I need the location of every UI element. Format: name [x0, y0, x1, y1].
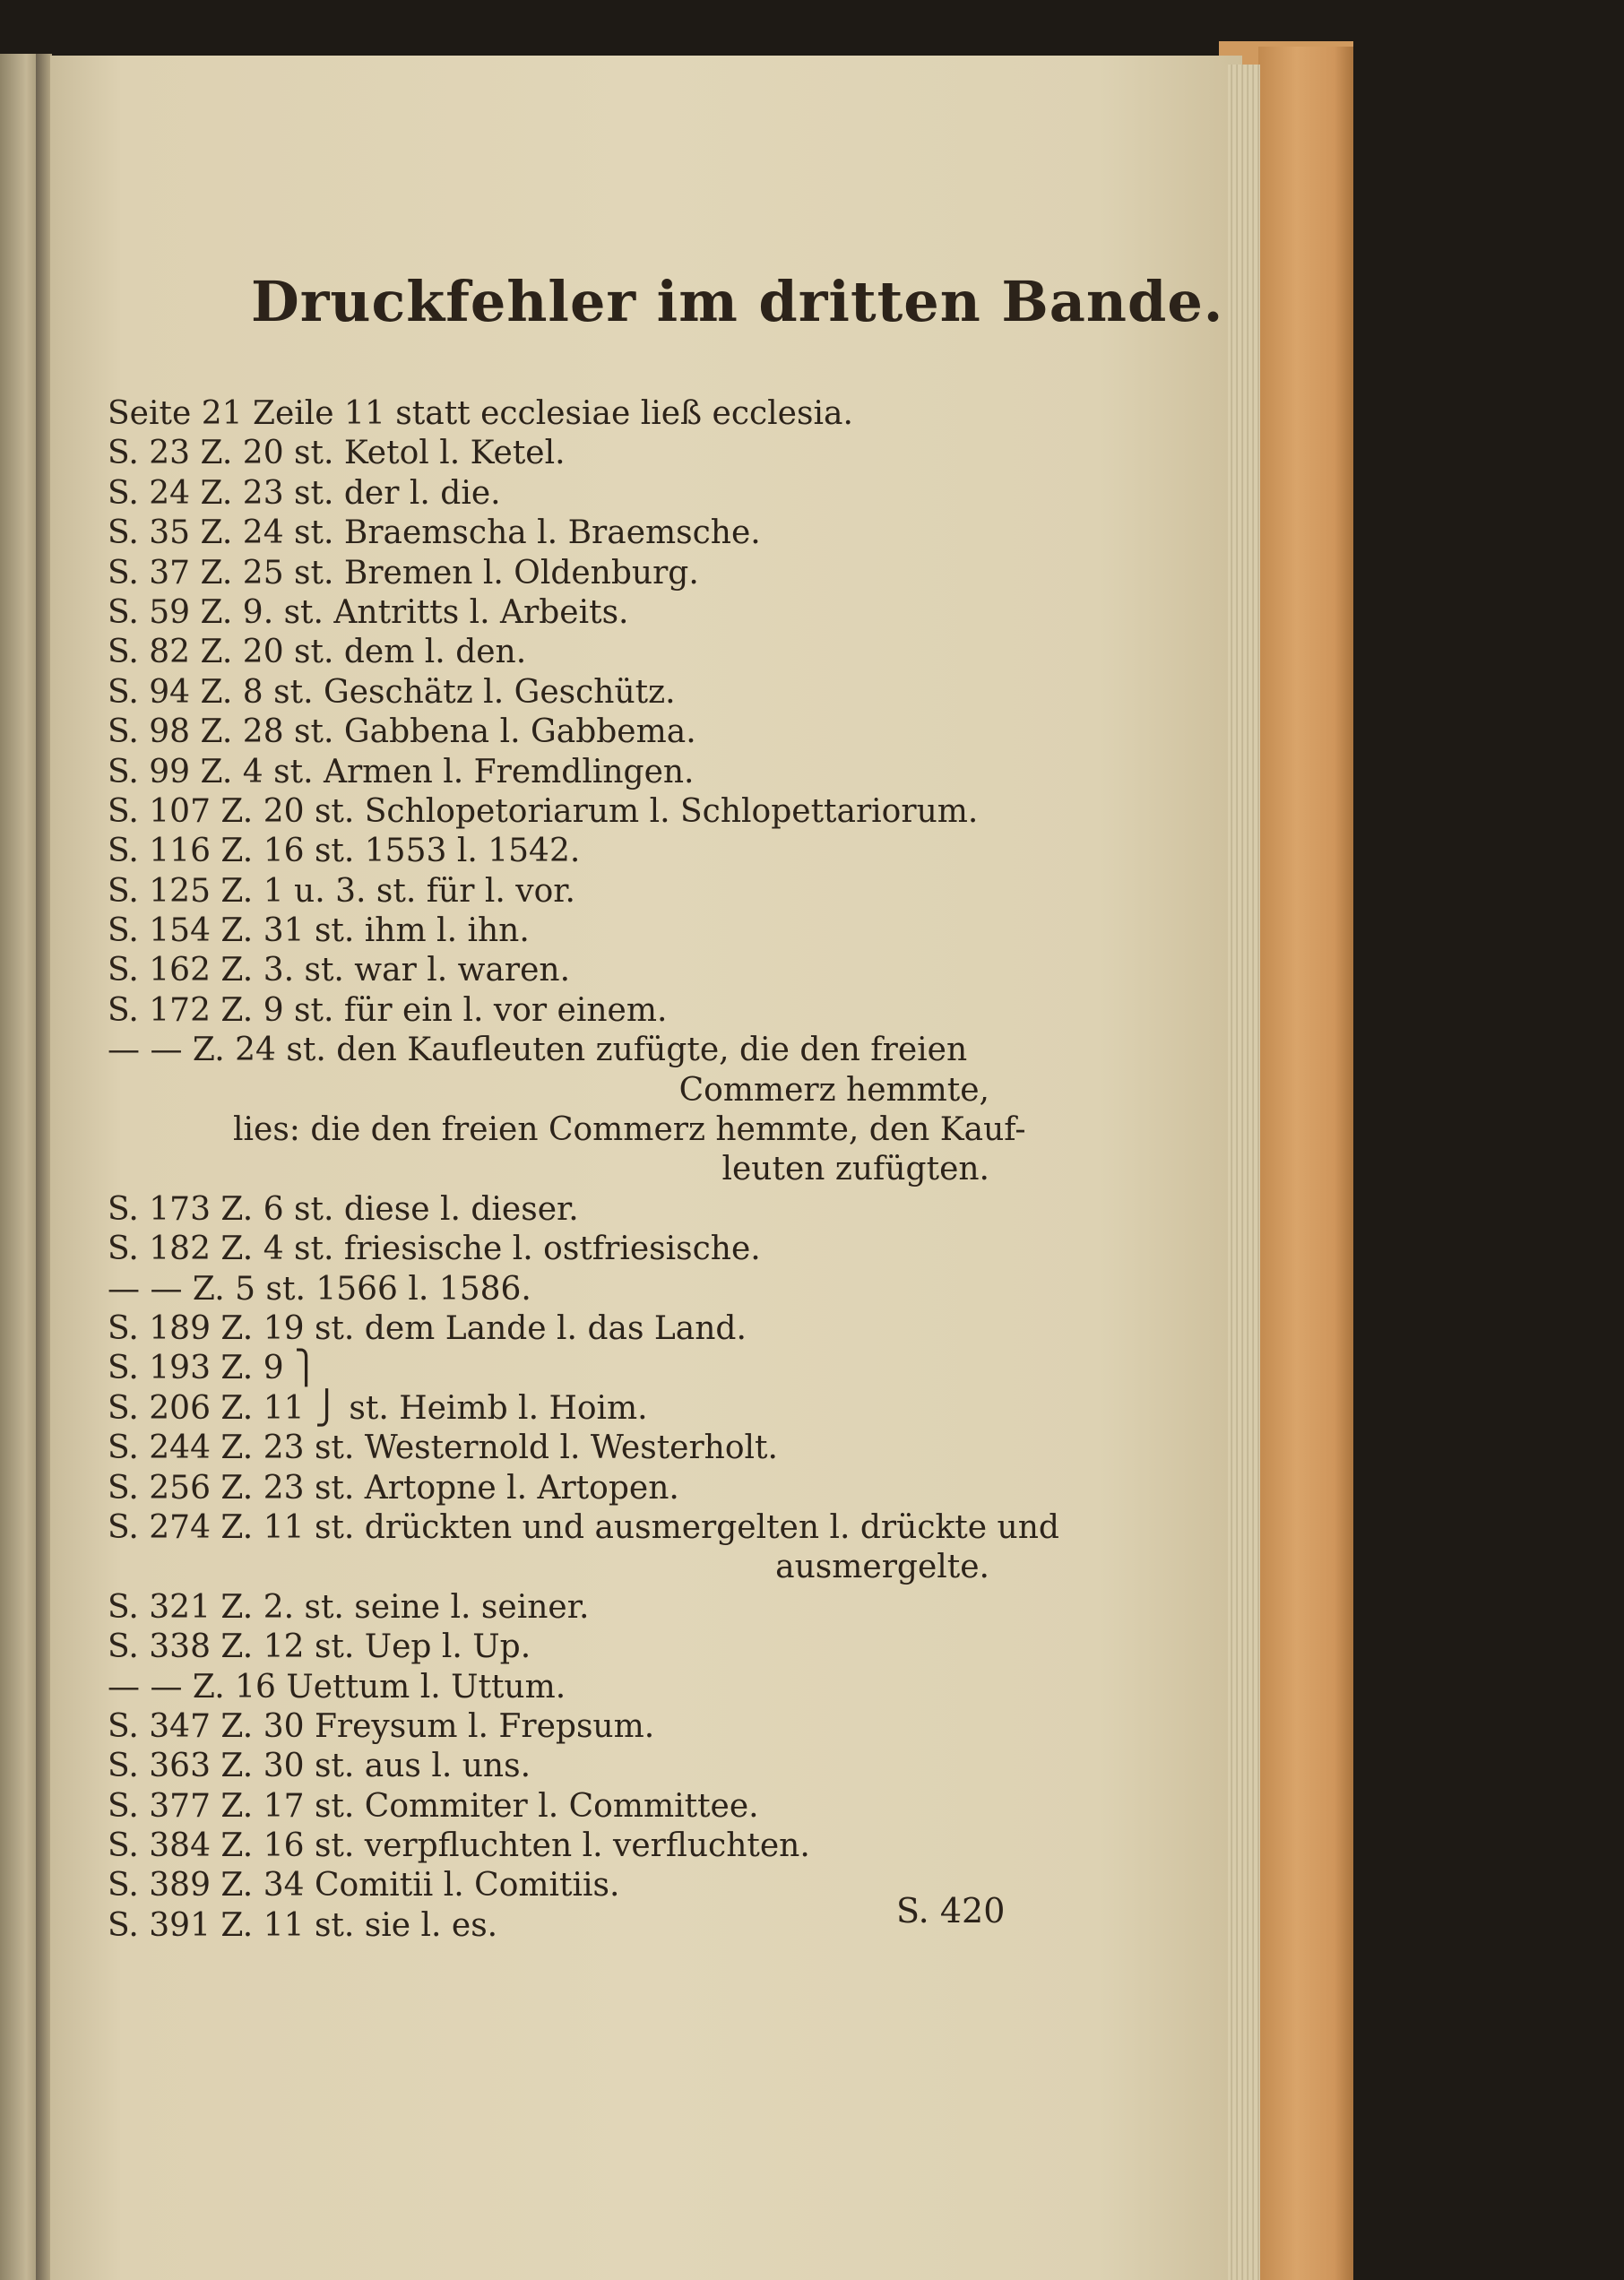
errata-entry: — — Z. 24 st. den Kaufleuten zufügte, die den freien — [108, 1032, 968, 1069]
errata-entry: S. 107 Z. 20 st. Schlopetoriarum l. Schlopettariorum. — [108, 792, 979, 830]
errata-entry: — — Z. 5 st. 1566 l. 1586. — [108, 1270, 531, 1308]
errata-entry: — — Z. 16 Uettum l. Uttum. — [108, 1668, 566, 1706]
errata-entry: S. 363 Z. 30 st. aus l. uns. — [108, 1748, 531, 1785]
errata-entry: Seite 21 Zeile 11 statt ecclesiae ließ ecclesia. — [108, 395, 853, 432]
errata-entry-continuation: lies: die den freien Commerz hemmte, den Kauf- — [233, 1111, 1026, 1149]
errata-entry: S. 35 Z. 24 st. Braemscha l. Braemsche. — [108, 514, 761, 552]
errata-entry: S. 37 Z. 25 st. Bremen l. Oldenburg. — [108, 554, 699, 592]
errata-entry: S. 116 Z. 16 st. 1553 l. 1542. — [108, 833, 581, 870]
errata-entry: S. 321 Z. 2. st. seine l. seiner. — [108, 1588, 590, 1626]
errata-entry: S. 24 Z. 23 st. der l. die. — [108, 474, 501, 512]
errata-entry: S. 59 Z. 9. st. Antritts l. Arbeits. — [108, 593, 629, 631]
errata-entry: S. 256 Z. 23 st. Artopne l. Artopen. — [108, 1469, 679, 1507]
errata-entry-continuation: Commerz hemmte, — [678, 1071, 989, 1109]
errata-entry: S. 347 Z. 30 Freysum l. Frepsum. — [108, 1707, 655, 1745]
errata-entry-continuation: leuten zufügten. — [721, 1151, 989, 1188]
catchword: S. 420 — [896, 1891, 1006, 1930]
page-stack-edges — [1228, 65, 1260, 2280]
errata-entry: S. 244 Z. 23 st. Westernold l. Westerholt. — [108, 1429, 778, 1467]
errata-entry: S. 193 Z. 9 ⎫ — [108, 1350, 319, 1387]
errata-entry: S. 384 Z. 16 st. verpfluchten l. verfluchten. — [108, 1827, 810, 1865]
errata-entry: S. 182 Z. 4 st. friesische l. ostfriesische. — [108, 1231, 761, 1268]
errata-entry: S. 206 Z. 11 ⎭ st. Heimb l. Hoim. — [108, 1389, 648, 1427]
errata-entry: S. 99 Z. 4 st. Armen l. Fremdlingen. — [108, 753, 695, 790]
errata-entry: S. 391 Z. 11 st. sie l. es. — [108, 1906, 498, 1944]
errata-entry: S. 154 Z. 31 st. ihm l. ihn. — [108, 912, 530, 950]
errata-entry: S. 338 Z. 12 st. Uep l. Up. — [108, 1628, 531, 1666]
errata-entry: S. 389 Z. 34 Comitii l. Comitiis. — [108, 1867, 620, 1904]
left-page-edge — [0, 54, 38, 2280]
errata-entry: S. 94 Z. 8 st. Geschätz l. Geschütz. — [108, 673, 676, 711]
errata-entry: S. 377 Z. 17 st. Commiter l. Committee. — [108, 1787, 759, 1825]
errata-entry: S. 162 Z. 3. st. war l. waren. — [108, 952, 571, 989]
errata-entry: S. 274 Z. 11 st. drückten und ausmergelten l. drückte und — [108, 1508, 1059, 1546]
errata-list — [108, 394, 1059, 1946]
errata-entry: S. 23 Z. 20 st. Ketol l. Ketel. — [108, 435, 566, 472]
errata-entry: S. 98 Z. 28 st. Gabbena l. Gabbema. — [108, 713, 696, 751]
errata-entry: S. 189 Z. 19 st. dem Lande l. das Land. — [108, 1309, 747, 1347]
errata-entry: S. 173 Z. 6 st. diese l. dieser. — [108, 1190, 579, 1228]
errata-entry: S. 172 Z. 9 st. für ein l. vor einem. — [108, 991, 668, 1029]
errata-entry-continuation: ausmergelte. — [775, 1549, 989, 1586]
errata-entry: S. 125 Z. 1 u. 3. st. für l. vor. — [108, 872, 575, 910]
errata-entry: S. 82 Z. 20 st. dem l. den. — [108, 634, 527, 671]
book-cover-edge — [1258, 47, 1353, 2280]
page-heading: Druckfehler im dritten Bande. — [251, 269, 1224, 334]
